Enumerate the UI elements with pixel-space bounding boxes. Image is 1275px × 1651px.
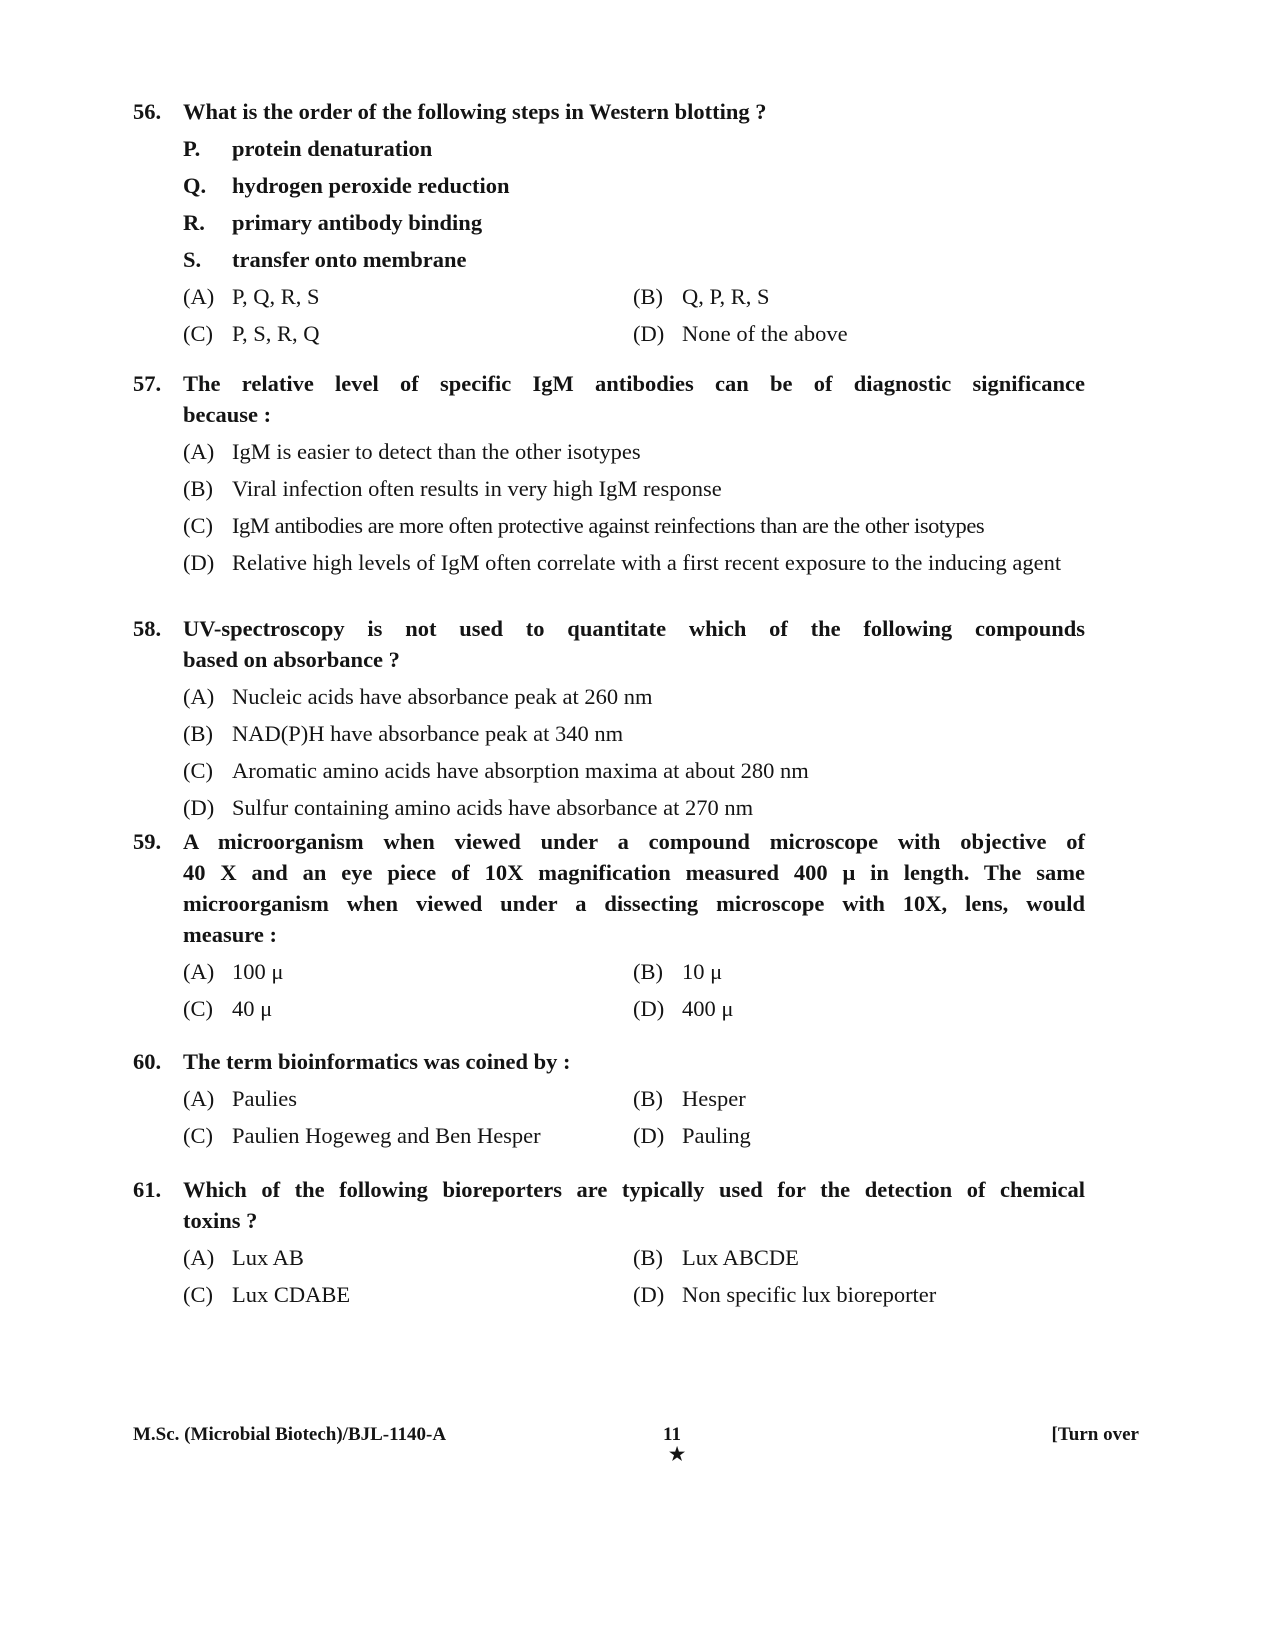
option-row <box>133 318 1085 349</box>
option-a-label: (A) <box>183 1245 215 1270</box>
option-text: Viral infection often results in very high IgM response <box>232 476 722 501</box>
option-d-label: (D) <box>633 1282 665 1307</box>
question-text-line: A microorganism when viewed under a compound microscope with objective of <box>183 829 1085 854</box>
option-d <box>133 792 1085 823</box>
question-number: 56. <box>133 99 162 124</box>
option-c-label: (C) <box>183 1282 213 1307</box>
question-56 <box>133 96 1085 349</box>
option-c-text: Paulien Hogeweg and Ben Hesper <box>232 1123 541 1148</box>
question-stem <box>133 96 1085 127</box>
option-row <box>133 1242 1085 1273</box>
turn-over-note: [Turn over <box>1051 1424 1139 1445</box>
statement-text: primary antibody binding <box>232 210 483 235</box>
statement-q <box>133 170 1085 201</box>
question-60 <box>133 1046 1085 1151</box>
question-61 <box>133 1174 1085 1310</box>
question-58 <box>133 613 1085 823</box>
course-code: M.Sc. (Microbial Biotech)/BJL-1140-A <box>133 1424 447 1445</box>
page-footer <box>133 1424 1139 1484</box>
option-c-label: (C) <box>183 996 213 1021</box>
option-c-text: Lux CDABE <box>232 1282 351 1307</box>
option-d-text: None of the above <box>682 321 848 346</box>
statement-text: protein denaturation <box>232 136 433 161</box>
question-text-line: toxins ? <box>183 1208 258 1233</box>
option-text: Aromatic amino acids have absorption maxima at about 280 nm <box>232 758 809 783</box>
option-c <box>133 510 1085 541</box>
option-d-label: (D) <box>633 321 665 346</box>
option-b-text: Lux ABCDE <box>682 1245 799 1270</box>
option-a-label: (A) <box>183 959 215 984</box>
statement-s <box>133 244 1085 275</box>
question-number: 58. <box>133 616 162 641</box>
option-a-text: P, Q, R, S <box>232 284 320 309</box>
option-c <box>133 755 1085 786</box>
question-59 <box>133 826 1085 1024</box>
option-c-label: (C) <box>183 1123 213 1148</box>
question-number: 59. <box>133 829 162 854</box>
option-a-text: Paulies <box>232 1086 297 1111</box>
question-text-line: Which of the following bioreporters are typically used for the detection of chemical <box>183 1177 1085 1202</box>
option-label: (A) <box>183 439 215 464</box>
option-d-text: Pauling <box>682 1123 751 1148</box>
question-stem <box>133 1046 1085 1077</box>
option-label: (D) <box>183 550 215 575</box>
question-text-line: The relative level of specific IgM antibodies can be of diagnostic significance <box>183 371 1085 396</box>
option-b-label: (B) <box>633 1086 663 1111</box>
option-label: (D) <box>183 795 215 820</box>
option-b-text: Hesper <box>682 1086 746 1111</box>
option-a-text: Lux AB <box>232 1245 304 1270</box>
option-c-text: 40 μ <box>232 996 273 1021</box>
option-d-text: Non specific lux bioreporter <box>682 1282 937 1307</box>
option-text: IgM is easier to detect than the other isotypes <box>232 439 641 464</box>
option-text: NAD(P)H have absorbance peak at 340 nm <box>232 721 624 746</box>
option-b-label: (B) <box>633 959 663 984</box>
option-text: IgM antibodies are more often protective against reinfections than are the other isotypes <box>232 513 985 538</box>
option-row <box>133 993 1085 1024</box>
option-d-label: (D) <box>633 1123 665 1148</box>
option-text: Relative high levels of IgM often correlate with a first recent exposure to the inducing agent <box>232 550 1062 575</box>
option-b-text: 10 μ <box>682 959 723 984</box>
question-text-line: UV-spectroscopy is not used to quantitate which of the following compounds <box>183 616 1085 641</box>
option-row <box>133 956 1085 987</box>
option-b <box>133 473 1085 504</box>
question-text-line: microorganism when viewed under a dissecting microscope with 10X, lens, would <box>183 891 1085 916</box>
option-text: Sulfur containing amino acids have absorbance at 270 nm <box>232 795 754 820</box>
option-d-label: (D) <box>633 996 665 1021</box>
option-label: (B) <box>183 721 213 746</box>
question-text: The term bioinformatics was coined by : <box>183 1049 571 1074</box>
question-stem <box>133 826 1085 950</box>
option-c-label: (C) <box>183 321 213 346</box>
statement-p <box>133 133 1085 164</box>
option-label: (B) <box>183 476 213 501</box>
star-icon: ★ <box>669 1444 686 1464</box>
statement-label: S. <box>183 247 202 272</box>
question-stem <box>133 1174 1085 1236</box>
question-stem <box>133 368 1085 430</box>
question-text-line: 40 X and an eye piece of 10X magnification measured 400 μ in length. The same <box>183 860 1085 885</box>
question-number: 61. <box>133 1177 162 1202</box>
option-a-label: (A) <box>183 1086 215 1111</box>
option-row <box>133 1083 1085 1114</box>
option-a <box>133 436 1085 467</box>
question-text-line: because : <box>183 402 272 427</box>
question-text: What is the order of the following steps in Western blotting ? <box>183 99 767 124</box>
option-a-text: 100 μ <box>232 959 284 984</box>
page-number: 11 <box>663 1424 681 1445</box>
question-57 <box>133 368 1085 578</box>
option-d <box>133 547 1085 578</box>
option-row <box>133 1279 1085 1310</box>
option-row <box>133 281 1085 312</box>
option-d-text: 400 μ <box>682 996 734 1021</box>
statement-text: hydrogen peroxide reduction <box>232 173 510 198</box>
statement-text: transfer onto membrane <box>232 247 467 272</box>
question-number: 57. <box>133 371 162 396</box>
question-stem <box>133 613 1085 675</box>
statement-label: R. <box>183 210 205 235</box>
option-text: Nucleic acids have absorbance peak at 260 nm <box>232 684 653 709</box>
option-a-label: (A) <box>183 284 215 309</box>
option-row <box>133 1120 1085 1151</box>
statement-label: P. <box>183 136 201 161</box>
question-text-line: measure : <box>183 922 277 947</box>
option-b-label: (B) <box>633 284 663 309</box>
option-a <box>133 681 1085 712</box>
option-label: (C) <box>183 758 213 783</box>
option-label: (C) <box>183 513 213 538</box>
statement-r <box>133 207 1085 238</box>
statement-label: Q. <box>183 173 207 198</box>
option-b <box>133 718 1085 749</box>
option-label: (A) <box>183 684 215 709</box>
option-b-text: Q, P, R, S <box>682 284 770 309</box>
option-c-text: P, S, R, Q <box>232 321 320 346</box>
question-number: 60. <box>133 1049 162 1074</box>
question-text-line: based on absorbance ? <box>183 647 400 672</box>
option-b-label: (B) <box>633 1245 663 1270</box>
